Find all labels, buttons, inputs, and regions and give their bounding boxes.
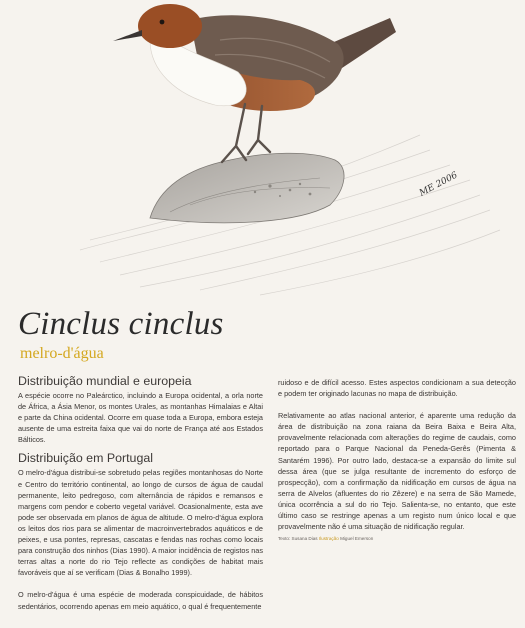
bird-beak xyxy=(113,30,142,41)
right-column xyxy=(278,377,516,542)
section-heading-world: Distribuição mundial e europeia xyxy=(18,374,192,388)
dipper-illustration xyxy=(0,0,525,300)
section-text-world: A espécie ocorre no Paleárctico, incluindo a Europa ocidental, a orla norte de África, a Ásia Menor, os montes Urales, as montanhas Himalaias e Altai e parte da China ocidental. Ocorre em quase toda a Europa, embora esteja ausente de uma estreita faixa que vai do norte de França até aos Estados Bálticos. xyxy=(18,391,263,445)
bird-head xyxy=(138,4,202,48)
credits-artist: Miguel Emerson xyxy=(340,536,374,542)
scientific-name: Cinclus cinclus xyxy=(18,306,224,342)
rock xyxy=(150,153,344,223)
common-name: melro-d'água xyxy=(20,345,104,362)
right-paragraph-2: Relativamente ao atlas nacional anterior, é aparente uma redução da área de distribuição na zona raiana da Beira Baixa e Beira Alta, provavelmente relacionada com alterações do regime de caudais, como reportado para o Parque Nacional da Peneda-Gerês (Pimenta & Santarém 1996). Por outro lado, destaca-se a expansão do limite sul dessa área (que se julga resultante de incremento do esforço de prospecção), com a confirmação da nidificação em cursos de água na serra de Alvelos (afluentes do rio Zêzere) e na serra de São Mamede, única ocorrência a sul do rio Tejo. Salienta-se, no entanto, que este último caso se restringe apenas a um registo num único local e que provavelmente não é uma situação de nidificação regular. xyxy=(278,411,516,532)
right-paragraph-1: ruidoso e de difícil acesso. Estes aspectos condicionam a sua detecção e podem ter originado lacunas no mapa de distribuição. xyxy=(278,378,516,399)
credits-illustration-label: Ilustração xyxy=(318,536,339,542)
credits xyxy=(278,535,516,542)
section-heading-portugal: Distribuição em Portugal xyxy=(18,451,153,466)
left-column xyxy=(18,374,263,612)
credits-author: Susana Dias xyxy=(291,536,318,542)
section-text-portugal-2: O melro-d'água é uma espécie de moderada conspicuidade, de hábitos sedentários, ocorrendo apenas em meio aquático, o qual é frequentemente xyxy=(18,590,263,611)
bird-legs xyxy=(222,104,270,162)
credits-text-label: Texto: xyxy=(278,536,291,542)
artist-signature: ME 2006 xyxy=(418,170,460,199)
section-text-portugal: O melro-d'água distribui-se sobretudo pelas regiões montanhosas do Norte e Centro do território continental, ao longo de cursos de água de caudal permanente, leito pedregoso, com alternância de rápidos e remansos e margens com pendor e coberto vegetal variável. Ocasionalmente, esta ave pode ser observada em planos de água de altitude. O melro-d'água explora os leitos dos rios para se alimentar de macroinvertebrados aquáticos e de peixes, e usa pontes, represas, cascatas e fendas nas rochas como locais para construção dos ninhos (Dias 1990). A maior incidência de registos nas terras altas a norte do rio Tejo reflecte as condições de habitat mais favoráveis que aí se verificam (Dias & Bonalho 1999). xyxy=(18,468,263,578)
